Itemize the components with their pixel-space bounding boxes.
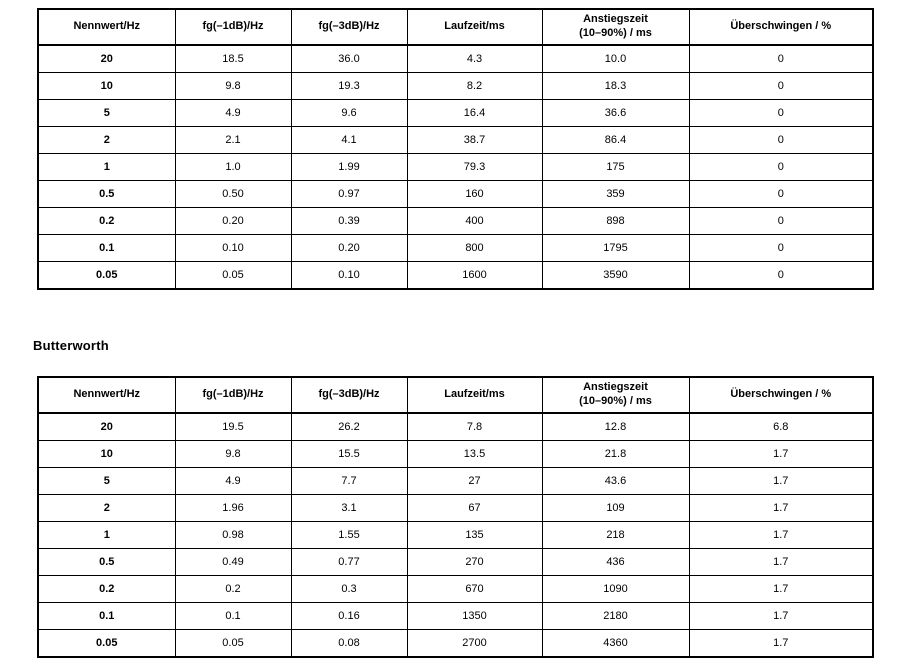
cell-fg-3db: 9.6 — [291, 100, 407, 127]
cell-fg-3db: 0.3 — [291, 576, 407, 603]
cell-nennwert: 20 — [38, 45, 175, 73]
table-row — [38, 181, 873, 208]
column-header-ueberschwingen — [689, 9, 873, 45]
column-header-ueberschwingen — [689, 377, 873, 413]
cell-ueberschwingen: 0 — [689, 154, 873, 181]
cell-fg-3db: 3.1 — [291, 495, 407, 522]
table-row — [38, 154, 873, 181]
cell-laufzeit: 13.5 — [407, 441, 542, 468]
column-header-fg-3db — [291, 9, 407, 45]
column-header-line1: Nennwert/Hz — [73, 20, 141, 33]
cell-anstiegszeit: 436 — [542, 549, 689, 576]
cell-laufzeit: 2700 — [407, 630, 542, 658]
cell-anstiegszeit: 2180 — [542, 603, 689, 630]
cell-anstiegszeit: 43.6 — [542, 468, 689, 495]
cell-nennwert: 0.5 — [38, 549, 175, 576]
table-row — [38, 549, 873, 576]
cell-laufzeit: 7.8 — [407, 413, 542, 441]
cell-fg-1db: 4.9 — [175, 100, 291, 127]
cell-fg-3db: 19.3 — [291, 73, 407, 100]
cell-laufzeit: 270 — [407, 549, 542, 576]
cell-fg-1db: 1.0 — [175, 154, 291, 181]
table-row — [38, 208, 873, 235]
cell-fg-1db: 0.1 — [175, 603, 291, 630]
cell-anstiegszeit: 21.8 — [542, 441, 689, 468]
cell-nennwert: 2 — [38, 127, 175, 154]
cell-ueberschwingen: 0 — [689, 235, 873, 262]
column-header-line1: Überschwingen / % — [730, 388, 832, 401]
column-header-line1: fg(–1dB)/Hz — [202, 388, 264, 401]
cell-nennwert: 0.05 — [38, 630, 175, 658]
column-header-line2: (10–90%) / ms — [579, 395, 652, 407]
cell-fg-1db: 0.98 — [175, 522, 291, 549]
cell-ueberschwingen: 6.8 — [689, 413, 873, 441]
cell-ueberschwingen: 0 — [689, 208, 873, 235]
cell-nennwert: 1 — [38, 154, 175, 181]
cell-ueberschwingen: 0 — [689, 181, 873, 208]
cell-nennwert: 0.05 — [38, 262, 175, 290]
table-row — [38, 522, 873, 549]
cell-nennwert: 0.2 — [38, 208, 175, 235]
cell-laufzeit: 27 — [407, 468, 542, 495]
cell-fg-3db: 36.0 — [291, 45, 407, 73]
cell-fg-1db: 0.49 — [175, 549, 291, 576]
column-header-line2: (10–90%) / ms — [579, 27, 652, 39]
cell-laufzeit: 16.4 — [407, 100, 542, 127]
cell-fg-1db: 18.5 — [175, 45, 291, 73]
cell-anstiegszeit: 175 — [542, 154, 689, 181]
table-row — [38, 630, 873, 658]
cell-fg-1db: 0.2 — [175, 576, 291, 603]
cell-laufzeit: 160 — [407, 181, 542, 208]
cell-nennwert: 2 — [38, 495, 175, 522]
cell-nennwert: 0.2 — [38, 576, 175, 603]
cell-ueberschwingen: 1.7 — [689, 522, 873, 549]
cell-fg-3db: 0.20 — [291, 235, 407, 262]
column-header-laufzeit — [407, 377, 542, 413]
column-header-line1: Anstiegszeit — [583, 13, 648, 26]
table-row — [38, 73, 873, 100]
cell-ueberschwingen: 1.7 — [689, 576, 873, 603]
filter-table-top-container — [37, 8, 874, 290]
cell-fg-1db: 19.5 — [175, 413, 291, 441]
cell-laufzeit: 1600 — [407, 262, 542, 290]
table-row — [38, 235, 873, 262]
cell-ueberschwingen: 1.7 — [689, 468, 873, 495]
cell-fg-3db: 0.39 — [291, 208, 407, 235]
cell-fg-3db: 0.97 — [291, 181, 407, 208]
cell-fg-3db: 15.5 — [291, 441, 407, 468]
table-header — [38, 377, 873, 413]
cell-fg-3db: 0.10 — [291, 262, 407, 290]
cell-fg-1db: 0.20 — [175, 208, 291, 235]
table-row — [38, 441, 873, 468]
column-header-line1: Laufzeit/ms — [444, 388, 505, 401]
column-header-line1: Laufzeit/ms — [444, 20, 505, 33]
cell-fg-1db: 9.8 — [175, 73, 291, 100]
cell-fg-3db: 7.7 — [291, 468, 407, 495]
table-row — [38, 576, 873, 603]
cell-ueberschwingen: 0 — [689, 73, 873, 100]
cell-fg-1db: 9.8 — [175, 441, 291, 468]
column-header-nennwert — [38, 377, 175, 413]
cell-laufzeit: 800 — [407, 235, 542, 262]
column-header-line1: Überschwingen / % — [730, 20, 832, 33]
column-header-line1: fg(–3dB)/Hz — [318, 20, 380, 33]
cell-nennwert: 0.1 — [38, 603, 175, 630]
filter-table-butterworth — [37, 376, 874, 658]
cell-fg-3db: 1.55 — [291, 522, 407, 549]
cell-laufzeit: 4.3 — [407, 45, 542, 73]
column-header-line1: Anstiegszeit — [583, 381, 648, 394]
cell-ueberschwingen: 1.7 — [689, 549, 873, 576]
column-header-line1: fg(–1dB)/Hz — [202, 20, 264, 33]
cell-fg-1db: 0.50 — [175, 181, 291, 208]
table-row — [38, 603, 873, 630]
cell-anstiegszeit: 1795 — [542, 235, 689, 262]
table-row — [38, 495, 873, 522]
column-header-line1: fg(–3dB)/Hz — [318, 388, 380, 401]
cell-laufzeit: 38.7 — [407, 127, 542, 154]
cell-anstiegszeit: 3590 — [542, 262, 689, 290]
cell-anstiegszeit: 898 — [542, 208, 689, 235]
cell-laufzeit: 670 — [407, 576, 542, 603]
cell-nennwert: 0.5 — [38, 181, 175, 208]
cell-ueberschwingen: 1.7 — [689, 630, 873, 658]
cell-fg-1db: 0.05 — [175, 630, 291, 658]
cell-ueberschwingen: 0 — [689, 100, 873, 127]
table-row — [38, 45, 873, 73]
table-row — [38, 262, 873, 290]
cell-fg-1db: 0.05 — [175, 262, 291, 290]
cell-anstiegszeit: 86.4 — [542, 127, 689, 154]
cell-nennwert: 10 — [38, 441, 175, 468]
cell-ueberschwingen: 0 — [689, 127, 873, 154]
cell-fg-3db: 0.16 — [291, 603, 407, 630]
cell-nennwert: 10 — [38, 73, 175, 100]
table-body — [38, 45, 873, 289]
cell-anstiegszeit: 12.8 — [542, 413, 689, 441]
cell-nennwert: 5 — [38, 468, 175, 495]
table-header — [38, 9, 873, 45]
section-heading-butterworth: Butterworth — [33, 338, 109, 353]
cell-anstiegszeit: 18.3 — [542, 73, 689, 100]
cell-anstiegszeit: 4360 — [542, 630, 689, 658]
table-body — [38, 413, 873, 657]
column-header-fg-1db — [175, 377, 291, 413]
cell-laufzeit: 67 — [407, 495, 542, 522]
cell-anstiegszeit: 218 — [542, 522, 689, 549]
cell-fg-3db: 0.77 — [291, 549, 407, 576]
cell-laufzeit: 400 — [407, 208, 542, 235]
cell-ueberschwingen: 0 — [689, 45, 873, 73]
cell-nennwert: 5 — [38, 100, 175, 127]
cell-anstiegszeit: 359 — [542, 181, 689, 208]
cell-fg-1db: 0.10 — [175, 235, 291, 262]
column-header-line1: Nennwert/Hz — [73, 388, 141, 401]
cell-fg-1db: 4.9 — [175, 468, 291, 495]
cell-fg-1db: 1.96 — [175, 495, 291, 522]
filter-table-butterworth-container — [37, 376, 874, 658]
cell-ueberschwingen: 1.7 — [689, 495, 873, 522]
cell-ueberschwingen: 1.7 — [689, 441, 873, 468]
cell-anstiegszeit: 1090 — [542, 576, 689, 603]
table-row — [38, 413, 873, 441]
cell-fg-3db: 26.2 — [291, 413, 407, 441]
cell-anstiegszeit: 36.6 — [542, 100, 689, 127]
table-row — [38, 127, 873, 154]
column-header-anstiegszeit — [542, 377, 689, 413]
column-header-fg-3db — [291, 377, 407, 413]
cell-laufzeit: 1350 — [407, 603, 542, 630]
table-header-row — [38, 9, 873, 45]
cell-ueberschwingen: 1.7 — [689, 603, 873, 630]
cell-anstiegszeit: 109 — [542, 495, 689, 522]
cell-fg-3db: 0.08 — [291, 630, 407, 658]
column-header-anstiegszeit — [542, 9, 689, 45]
cell-fg-1db: 2.1 — [175, 127, 291, 154]
table-row — [38, 100, 873, 127]
cell-ueberschwingen: 0 — [689, 262, 873, 290]
cell-nennwert: 20 — [38, 413, 175, 441]
cell-laufzeit: 79.3 — [407, 154, 542, 181]
cell-anstiegszeit: 10.0 — [542, 45, 689, 73]
cell-nennwert: 1 — [38, 522, 175, 549]
filter-table-top — [37, 8, 874, 290]
table-row — [38, 468, 873, 495]
cell-laufzeit: 135 — [407, 522, 542, 549]
cell-nennwert: 0.1 — [38, 235, 175, 262]
cell-laufzeit: 8.2 — [407, 73, 542, 100]
cell-fg-3db: 4.1 — [291, 127, 407, 154]
column-header-fg-1db — [175, 9, 291, 45]
column-header-nennwert — [38, 9, 175, 45]
column-header-laufzeit — [407, 9, 542, 45]
cell-fg-3db: 1.99 — [291, 154, 407, 181]
table-header-row — [38, 377, 873, 413]
